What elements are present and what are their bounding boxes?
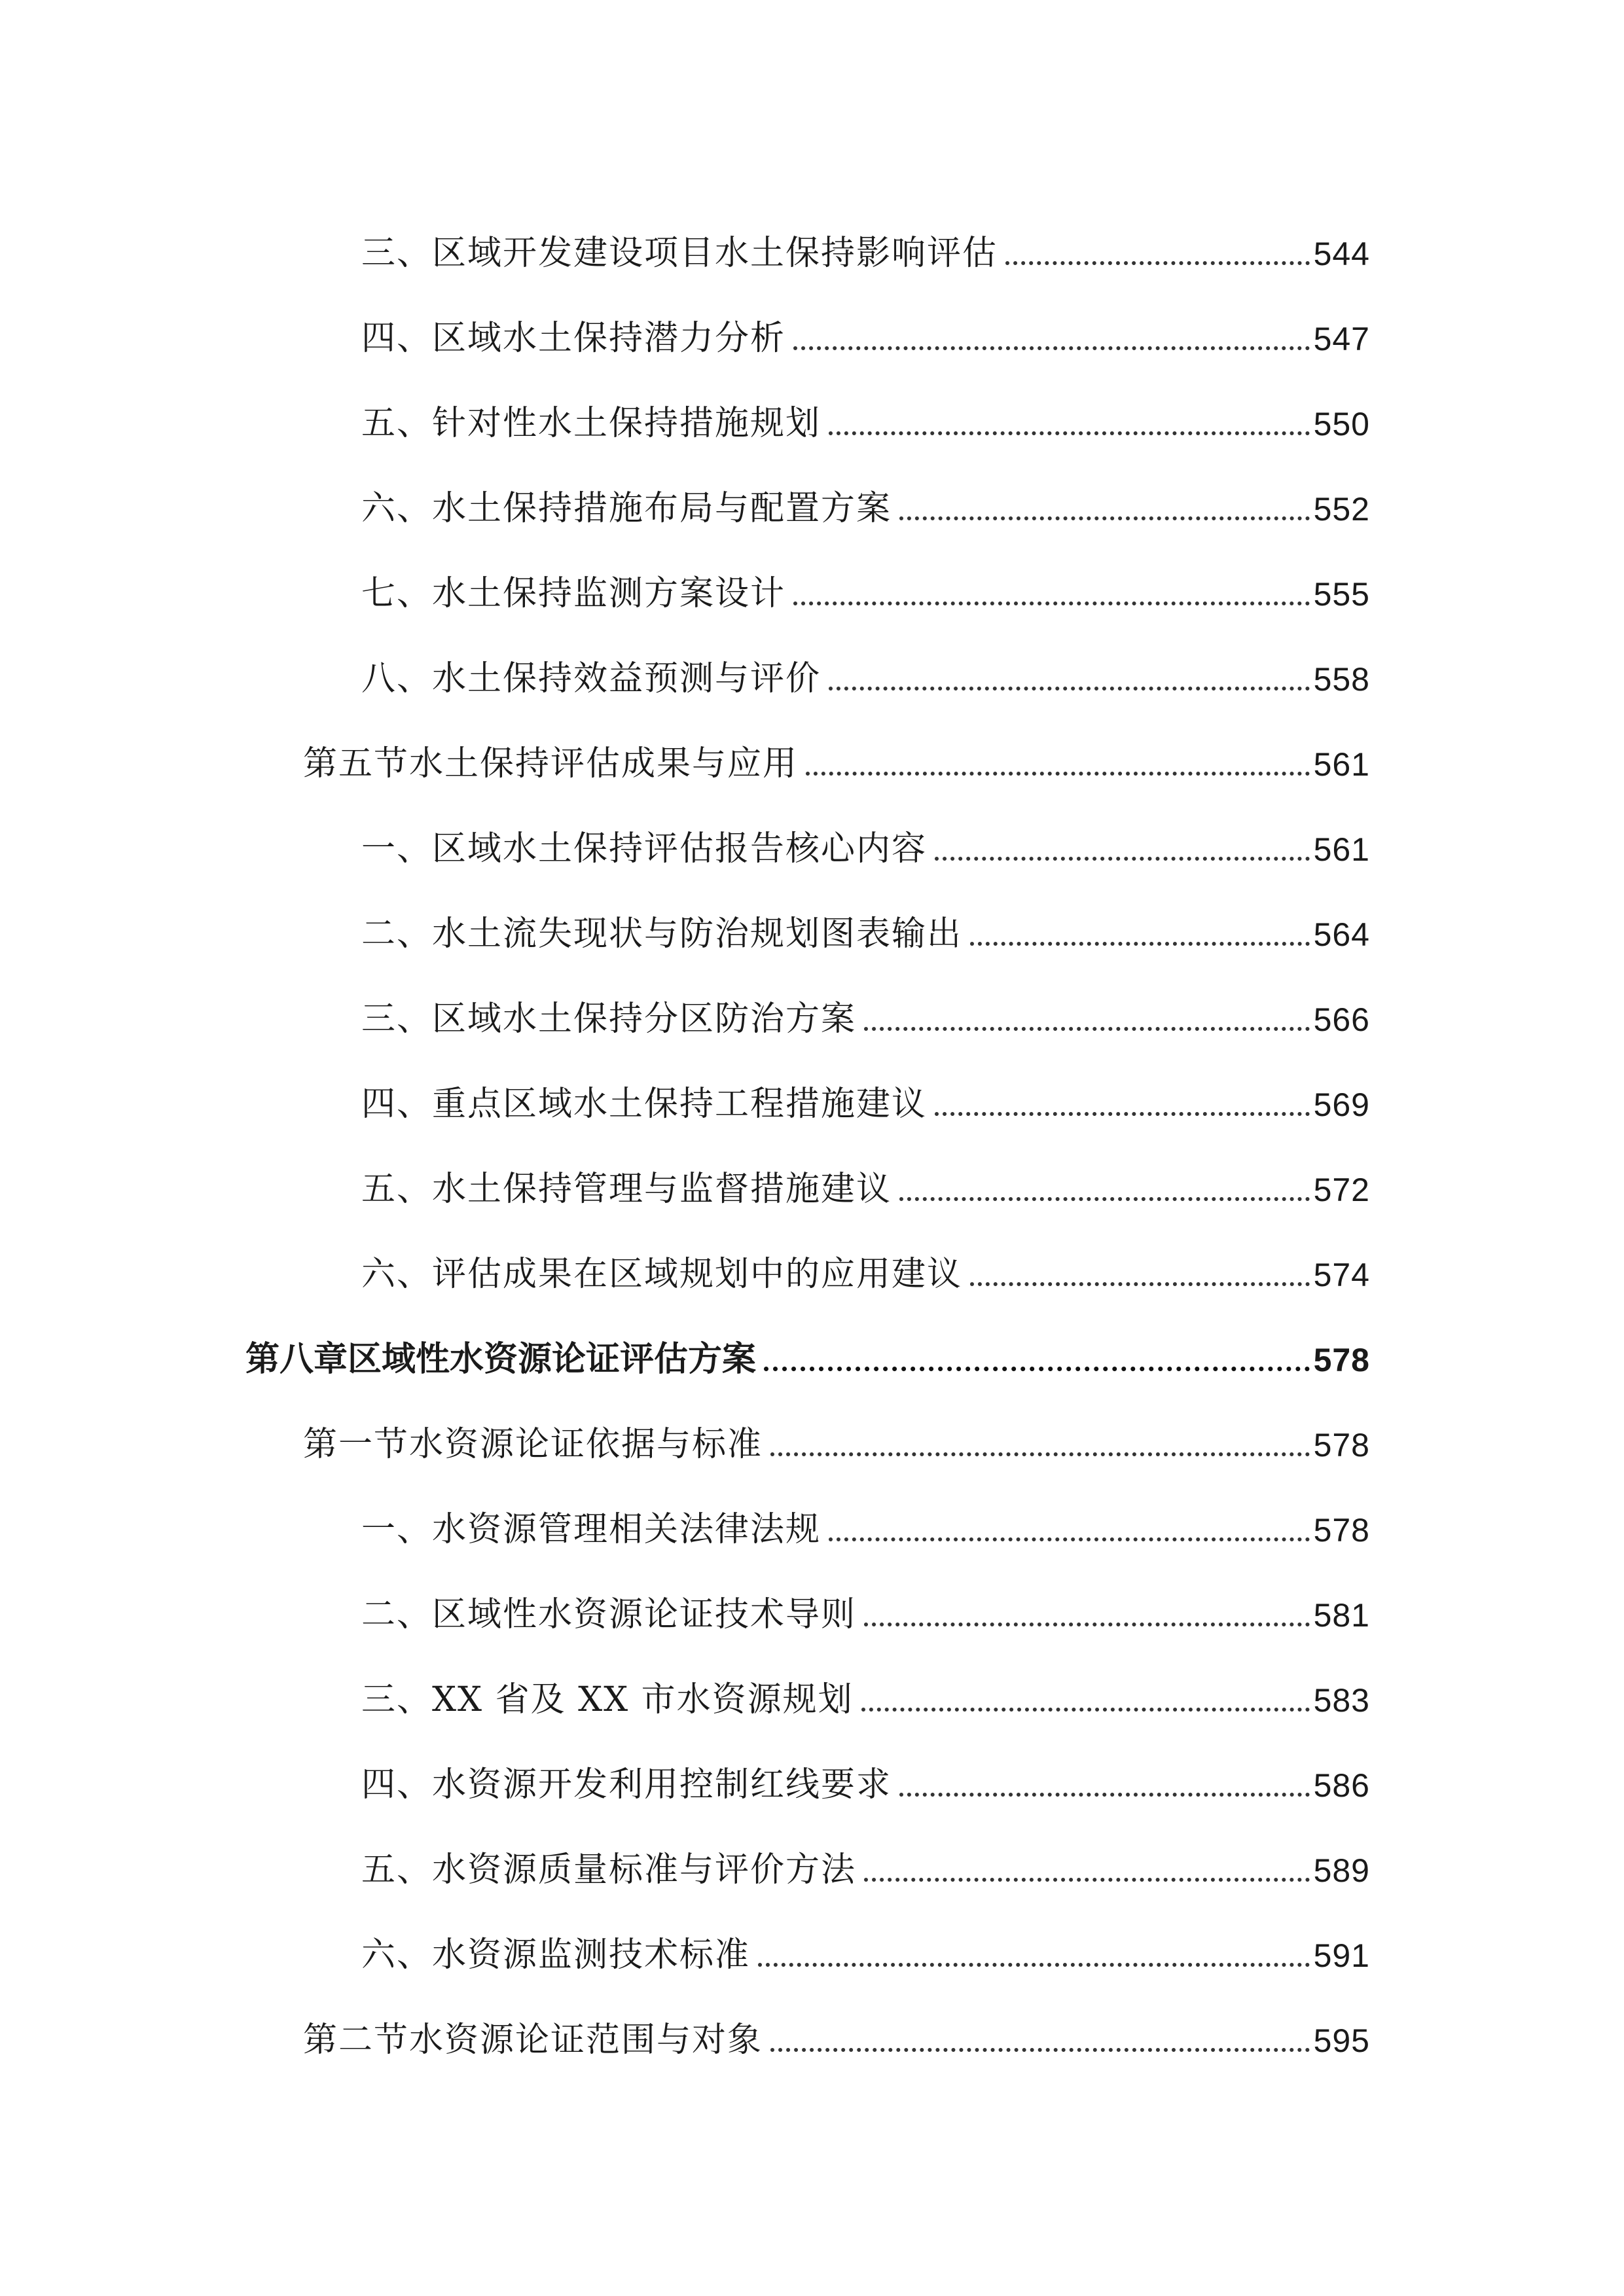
- toc-entry[interactable]: [361, 290, 1370, 358]
- toc-entry[interactable]: [361, 1821, 1370, 1890]
- toc-entry[interactable]: [361, 375, 1370, 443]
- toc-entry-section[interactable]: [303, 1992, 1370, 2060]
- toc-entry-title: 第八章区域性水资源论证评估方案: [245, 1340, 757, 1379]
- toc-entry-title: 六、水土保持措施布局与配置方案: [361, 489, 892, 528]
- toc-leader-dots: [793, 577, 1310, 611]
- toc-entry-title: 第一节水资源论证依据与标准: [303, 1425, 763, 1464]
- toc-entry-page: 586: [1313, 1767, 1370, 1804]
- toc-entry-page: 578: [1313, 1512, 1370, 1549]
- toc-entry-title: 四、重点区域水土保持工程措施建议: [361, 1085, 928, 1124]
- toc-entry[interactable]: [361, 1651, 1370, 1717]
- toc-entry-title: 七、水土保持监测方案设计: [361, 574, 786, 613]
- toc-entry-page: 561: [1313, 831, 1370, 868]
- toc-entry-title: 五、针对性水土保持措施规划: [361, 404, 821, 443]
- toc-leader-dots: [864, 1002, 1310, 1036]
- toc-leader-dots: [758, 1938, 1310, 1972]
- toc-entry-section[interactable]: [303, 1396, 1370, 1462]
- toc-leader-dots: [1005, 236, 1310, 270]
- toc-leader-dots: [970, 917, 1310, 951]
- toc-entry[interactable]: [361, 1141, 1370, 1209]
- toc-entry[interactable]: [361, 1736, 1370, 1802]
- toc-leader-dots: [793, 321, 1310, 355]
- toc-entry-title: 一、水资源管理相关法律法规: [361, 1510, 821, 1549]
- toc-leader-dots: [829, 1513, 1310, 1547]
- toc-entry-page: 591: [1313, 1937, 1370, 1974]
- toc-entry[interactable]: [361, 800, 1370, 869]
- toc-entry[interactable]: [361, 1226, 1370, 1294]
- toc-leader-dots: [899, 492, 1310, 526]
- toc-entry-page: 552: [1313, 491, 1370, 528]
- toc-entry-chapter[interactable]: [245, 1311, 1370, 1379]
- toc-leader-dots: [829, 662, 1310, 696]
- toc-entry-title: 二、水土流失现状与防治规划图表输出: [361, 914, 963, 954]
- toc-entry-page: 558: [1313, 661, 1370, 698]
- toc-entry-page: 566: [1313, 1001, 1370, 1038]
- toc-entry[interactable]: [361, 205, 1370, 273]
- toc-entry-page: 550: [1313, 406, 1370, 442]
- toc-entry-title: 五、水土保持管理与监督措施建议: [361, 1170, 892, 1209]
- toc-entry-page: 578: [1313, 1342, 1370, 1378]
- toc-entry-title: 第五节水土保持评估成果与应用: [303, 744, 799, 783]
- toc-entry[interactable]: [361, 1481, 1370, 1547]
- toc-entry-title: 六、评估成果在区域规划中的应用建议: [361, 1255, 963, 1294]
- toc-entry-section[interactable]: [303, 715, 1370, 781]
- toc-entry-page: 547: [1313, 321, 1370, 357]
- toc-entry-page: 569: [1313, 1086, 1370, 1123]
- toc-leader-dots: [829, 406, 1310, 440]
- toc-entry-page: 564: [1313, 916, 1370, 953]
- toc-leader-dots: [770, 2023, 1310, 2057]
- toc-leader-dots: [899, 1768, 1310, 1802]
- toc-leader-dots: [935, 1087, 1310, 1121]
- toc-entry-page: 589: [1313, 1852, 1370, 1889]
- toc-leader-dots: [864, 1853, 1310, 1887]
- toc-entry-page: 555: [1313, 576, 1370, 613]
- toc-entry[interactable]: [361, 545, 1370, 611]
- toc-entry-page: 595: [1313, 2022, 1370, 2059]
- toc-entry-title: 第二节水资源论证范围与对象: [303, 2020, 763, 2060]
- toc-leader-dots: [899, 1172, 1310, 1206]
- toc-entry[interactable]: [361, 460, 1370, 526]
- toc-entry-page: 561: [1313, 746, 1370, 783]
- toc-entry-page: 574: [1313, 1257, 1370, 1293]
- toc-leader-dots: [861, 1683, 1310, 1717]
- toc-entry-page: 583: [1313, 1682, 1370, 1719]
- toc-entry-title: 六、水资源监测技术标准: [361, 1935, 751, 1975]
- toc-leader-dots: [935, 832, 1310, 866]
- toc-entry[interactable]: [361, 1056, 1370, 1124]
- toc-entry-page: 544: [1313, 236, 1370, 272]
- toc-entry-title: 三、区域水土保持分区防治方案: [361, 999, 857, 1039]
- toc-entry-page: 578: [1313, 1427, 1370, 1463]
- toc-leader-dots: [970, 1257, 1310, 1291]
- toc-entry-title: 八、水土保持效益预测与评价: [361, 659, 821, 698]
- toc-entry-title: 一、区域水土保持评估报告核心内容: [361, 829, 928, 869]
- toc-leader-dots: [806, 747, 1310, 781]
- toc-entry-title: 三、XX 省及 XX 市水资源规划: [361, 1680, 854, 1719]
- toc-leader-dots: [764, 1342, 1310, 1376]
- toc-leader-dots: [864, 1598, 1310, 1632]
- toc-entry-title: 二、区域性水资源论证技术导则: [361, 1595, 857, 1634]
- toc-entry[interactable]: [361, 886, 1370, 954]
- toc-entry-page: 572: [1313, 1172, 1370, 1208]
- toc-entry[interactable]: [361, 1566, 1370, 1632]
- toc-entry-title: 四、水资源开发利用控制红线要求: [361, 1765, 892, 1804]
- toc-entry-title: 五、水资源质量标准与评价方法: [361, 1850, 857, 1890]
- toc-entry[interactable]: [361, 630, 1370, 696]
- toc-leader-dots: [770, 1427, 1310, 1462]
- toc-entry-title: 三、区域开发建设项目水土保持影响评估: [361, 234, 998, 273]
- toc-entry[interactable]: [361, 1907, 1370, 1975]
- toc-entry[interactable]: [361, 971, 1370, 1039]
- toc-entry-page: 581: [1313, 1597, 1370, 1634]
- toc-entry-title: 四、区域水土保持潜力分析: [361, 319, 786, 358]
